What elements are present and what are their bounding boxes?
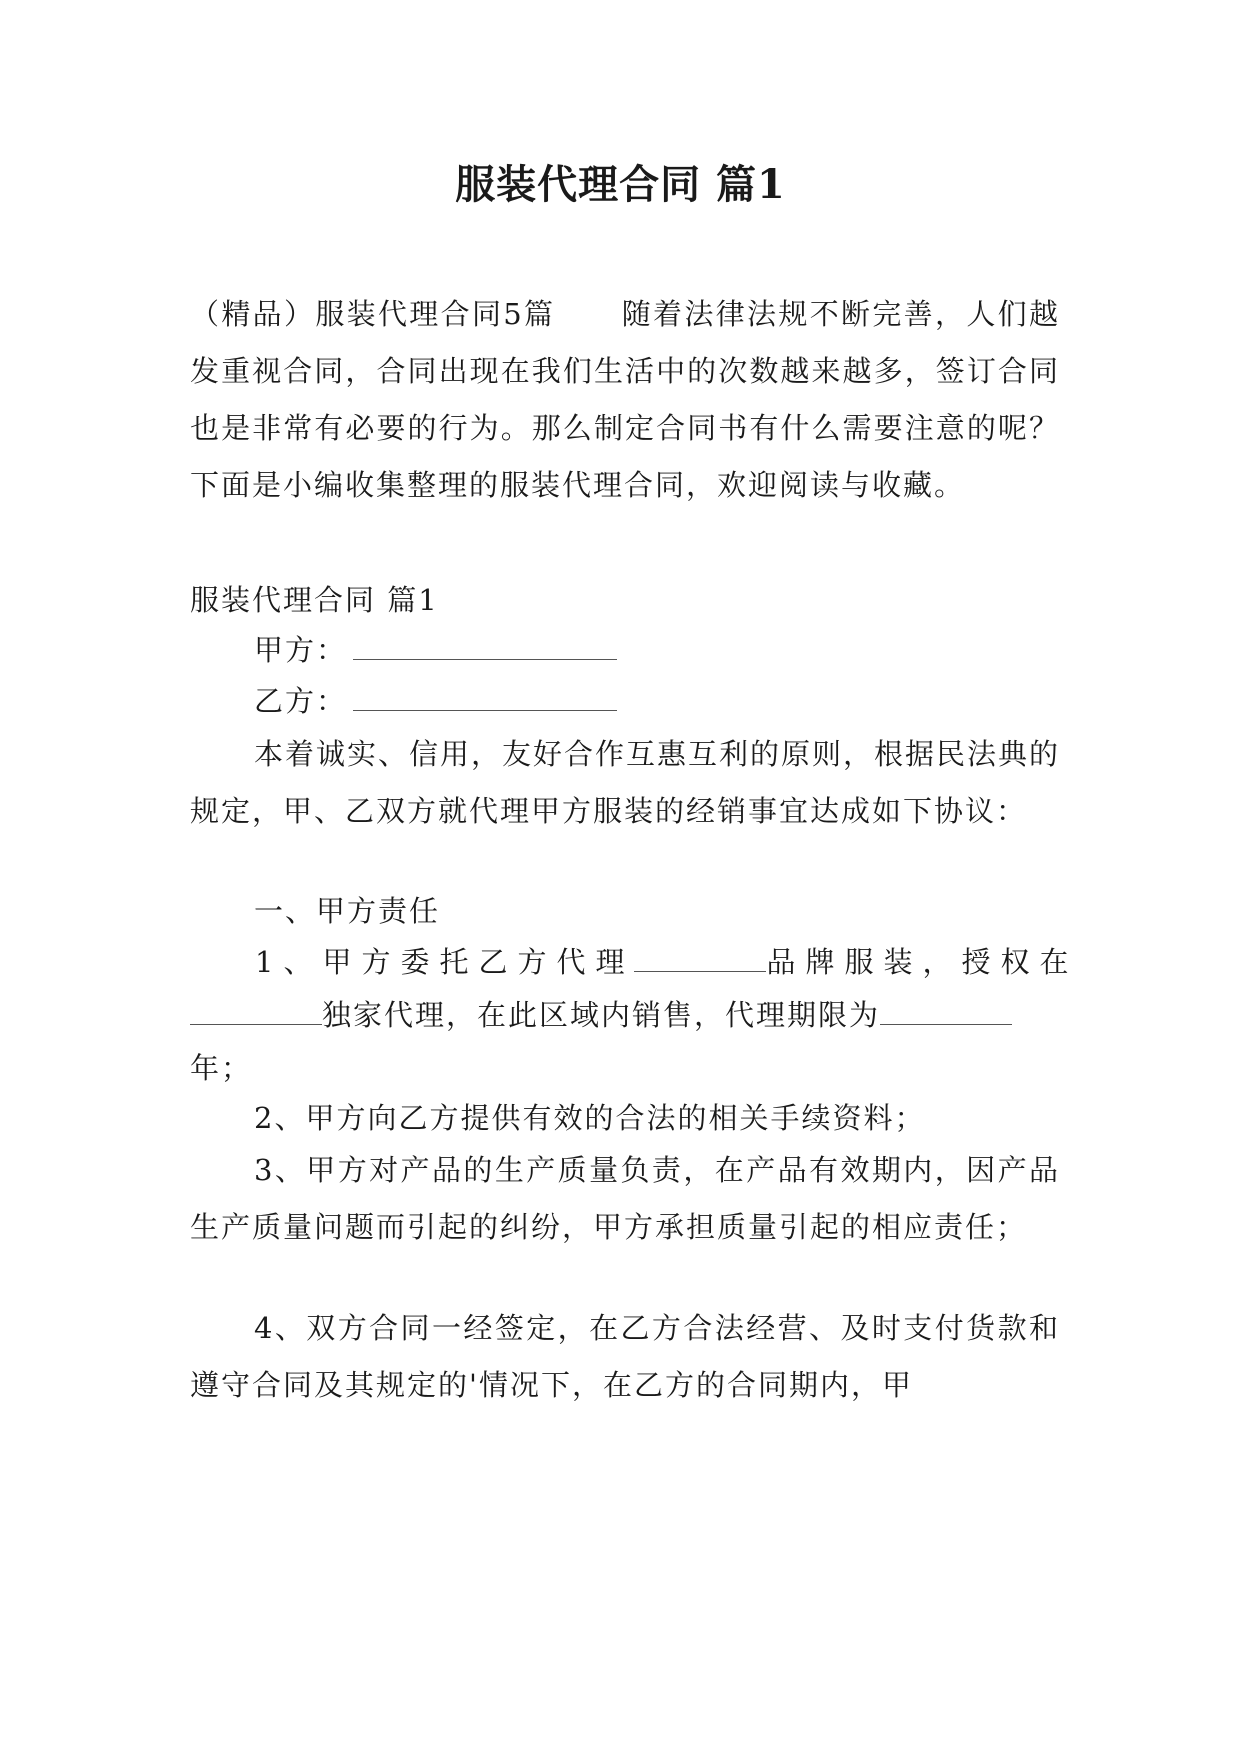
clause1-line2 <box>190 987 1060 1044</box>
preamble-paragraph: 本着诚实、信用，友好合作互惠互利的原则，根据民法典的规定，甲、乙双方就代理甲方服装的经销事宜达成如下协议： <box>190 737 1061 828</box>
clause2-paragraph: 2、甲方向乙方提供有效的合法的相关手续资料； <box>254 1101 926 1135</box>
intro-text: 随着法律法规不断完善，人们越发重视合同，合同出现在我们生活中的次数越来越多，签订合同也是非常有必要的行为。那么制定合同书有什么需要注意的呢？下面是小编收集整理的服装代理合同，欢迎阅读与收藏。 <box>190 297 1060 502</box>
clause1-line1 <box>255 934 1125 991</box>
intro-lead: （精品）服装代理合同5篇 <box>190 297 556 331</box>
party-b-line <box>190 673 1060 730</box>
party-a-blank <box>353 633 617 660</box>
party-a-line <box>190 622 1060 679</box>
document-title: 服装代理合同 篇1 <box>455 161 786 208</box>
party-a-label: 甲方： <box>254 633 348 667</box>
clause1-brand-blank <box>634 945 766 972</box>
section-heading: 服装代理合同 篇1 <box>190 583 439 617</box>
clause1-term-blank <box>880 998 1012 1025</box>
clause1-part2: 品牌服装，授权在 <box>766 945 1079 979</box>
clause1-part3: 独家代理，在此区域内销售，代理期限为 <box>322 998 881 1032</box>
clause1-line3: 年； <box>190 1051 253 1085</box>
party-b-label: 乙方： <box>254 684 348 718</box>
intro-paragraph <box>190 286 1060 514</box>
party-b-blank <box>353 684 617 711</box>
clause1-part1: 1、甲方委托乙方代理 <box>255 945 635 979</box>
clause3-paragraph: 3、甲方对产品的生产质量负责，在产品有效期内，因产品生产质量问题而引起的纠纷，甲方承担质量引起的相应责任； <box>190 1153 1060 1244</box>
clause1-region-blank <box>190 998 322 1025</box>
section-one-heading: 一、甲方责任 <box>254 894 441 928</box>
clause4-paragraph: 4、双方合同一经签定，在乙方合法经营、及时支付货款和遵守合同及其规定的'情况下，在乙方的合同期内，甲 <box>190 1311 1060 1402</box>
